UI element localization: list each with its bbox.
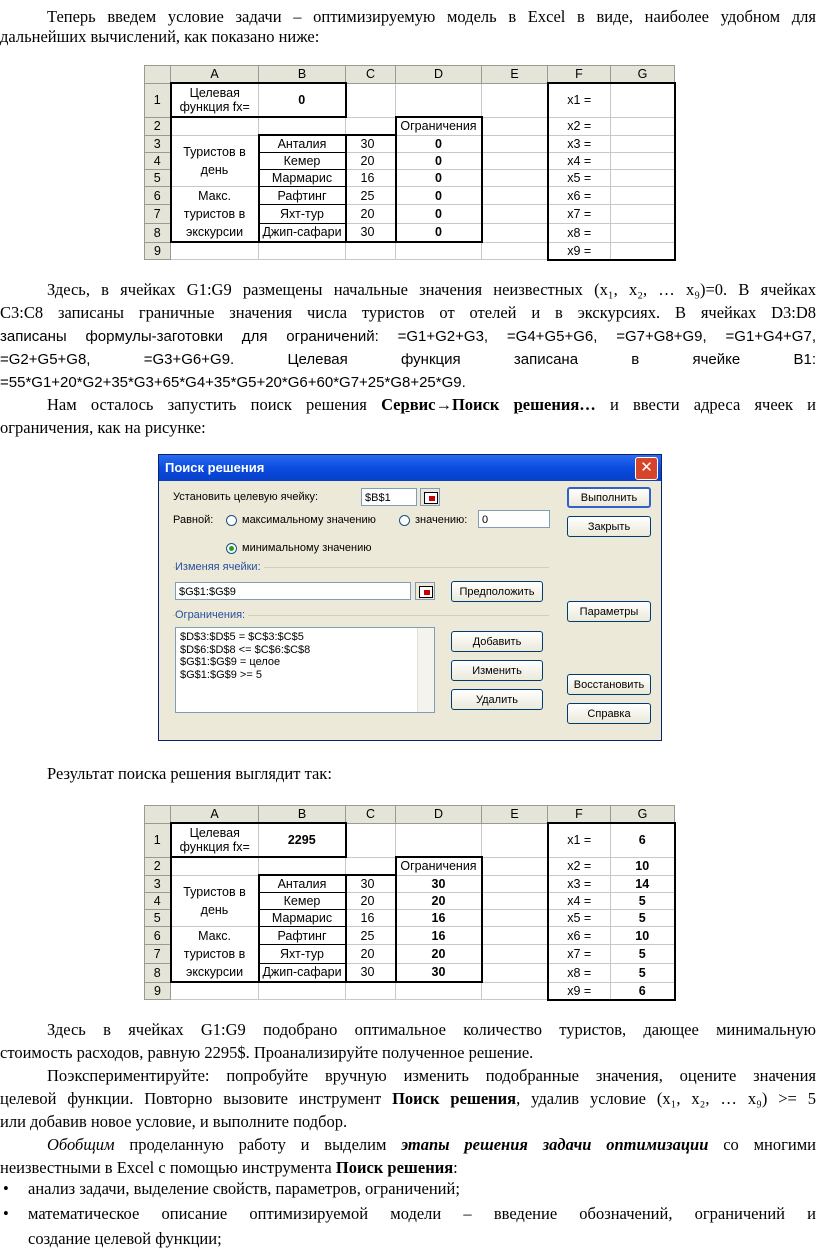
cell-b[interactable]: Анталия [259,875,346,893]
cell[interactable] [482,117,548,135]
cell-f[interactable]: x1 = [548,83,611,117]
cell[interactable] [482,945,548,963]
text-run: , удалив условие (x₁, x₂, … x₉) >= 5 [516,1089,816,1108]
cell-d[interactable]: 0 [396,187,482,205]
cell-d[interactable]: 20 [396,893,482,910]
cell-g[interactable] [611,205,675,223]
radio-min-label: минимальному значению [242,542,372,554]
cell[interactable] [171,242,259,260]
restore-button[interactable]: Восстановить [567,674,651,695]
row-header[interactable]: 4 [145,153,171,170]
row-header[interactable]: 9 [145,982,171,1000]
column-header[interactable]: A [171,806,259,824]
constraints-label: Ограничения: [175,609,248,621]
text-run: и ввести адреса ячеек и [595,395,816,414]
cell-d[interactable]: 0 [396,153,482,170]
cell[interactable] [482,910,548,927]
cell-g[interactable] [611,153,675,170]
close-button[interactable]: Закрыть [567,516,651,537]
cell-d[interactable]: 30 [396,963,482,982]
cell-g[interactable]: 5 [611,910,675,927]
cell[interactable] [482,187,548,205]
cell-f[interactable]: x5 = [548,170,611,187]
column-header[interactable]: F [548,806,611,824]
column-header[interactable]: C [346,66,396,84]
radio-max[interactable] [226,515,237,526]
cell[interactable] [482,982,548,1000]
cell-g[interactable] [611,83,675,117]
cell-a1[interactable]: Целевая функция fx= [171,823,259,857]
cell[interactable] [346,242,396,260]
row-header[interactable]: 6 [145,187,171,205]
cell-g[interactable] [611,223,675,242]
cell-g[interactable] [611,117,675,135]
cell-g[interactable]: 14 [611,875,675,893]
cell-d[interactable]: 30 [396,875,482,893]
spreadsheet-initial [144,65,676,261]
column-header[interactable]: G [611,806,675,824]
list-item-continuation: создание целевой функции; [28,1229,222,1248]
cell-f[interactable]: x2 = [548,117,611,135]
cell-a6[interactable]: Макс. туристов в экскурсии [171,927,259,983]
tool-name: Поиск решения [392,1089,517,1108]
column-header[interactable]: G [611,66,675,84]
cell-b[interactable]: Мармарис [259,170,346,187]
cell-f[interactable]: x1 = [548,823,611,857]
cell[interactable] [171,857,259,875]
cell-c[interactable]: 30 [346,135,396,153]
row-header[interactable]: 8 [145,963,171,982]
cell-f[interactable]: x7 = [548,205,611,223]
paragraph-summary-line1 [0,1132,816,1157]
cell-c[interactable]: 20 [346,945,396,963]
cell-c[interactable]: 25 [346,187,396,205]
cell-g[interactable]: 5 [611,945,675,963]
spreadsheet-result [144,805,676,1001]
radio-value[interactable] [399,515,410,526]
row-header[interactable]: 8 [145,223,171,242]
row-header[interactable]: 2 [145,117,171,135]
row-header[interactable]: 4 [145,893,171,910]
cell-picker-icon[interactable] [415,582,435,600]
cell-c[interactable]: 30 [346,223,396,242]
cell[interactable] [259,982,346,1000]
cell-d[interactable]: 16 [396,910,482,927]
row-header[interactable]: 7 [145,945,171,963]
paragraph-experiment-line1: Поэкспериментируйте: попробуйте вручную изменить подобранные значения, оцените значения [47,1066,816,1085]
paragraph-analysis-line1: Здесь в ячейках G1:G9 подобрано оптимальное количество туристов, дающее минимальную [47,1020,816,1039]
constraints-list[interactable] [175,627,435,713]
paragraph-solver-line1 [0,392,816,417]
equal-label: Равной: [173,514,214,526]
cell-a6[interactable]: Макс. туристов в экскурсии [171,187,259,243]
cell-f[interactable]: x8 = [548,963,611,982]
steps-list [0,1176,816,1251]
column-header[interactable]: A [171,66,259,84]
cell-d[interactable]: 0 [396,170,482,187]
cell[interactable] [171,982,259,1000]
cell[interactable] [482,205,548,223]
paragraph-cells-line2: C3:C8 записаны граничные значения числа туристов от отелей и в экскурсиях. В ячейках D3:D8 [0,303,816,322]
cell[interactable] [396,982,482,1000]
cell[interactable] [396,823,482,857]
arrow-right-icon: → [435,395,452,414]
cell-d[interactable]: 0 [396,223,482,242]
row-header[interactable]: 6 [145,927,171,945]
column-header[interactable]: C [346,806,396,824]
cell-c[interactable]: 25 [346,927,396,945]
cell-d2[interactable]: Ограничения [396,857,482,875]
text-run: Обобщим [47,1135,115,1154]
row-header[interactable]: 1 [145,83,171,117]
cell-b[interactable]: Джип-сафари [259,963,346,982]
menu-path: Сервис→Поиск решения… [381,395,596,414]
cell-b[interactable]: Яхт-тур [259,205,346,223]
cell[interactable] [482,857,548,875]
target-cell-input[interactable]: $B$1 [361,488,417,506]
cell-a1[interactable]: Целевая функция fx= [171,83,259,117]
cell-f[interactable]: x6 = [548,927,611,945]
corner-cell[interactable] [145,66,171,84]
column-header[interactable]: F [548,66,611,84]
cell[interactable] [482,223,548,242]
constraint-item[interactable]: $D$6:$D$8 <= $C$6:$C$8 [180,643,311,656]
cell-d[interactable]: 0 [396,205,482,223]
cell[interactable] [171,117,259,135]
cell-b[interactable]: Анталия [259,135,346,153]
cell-f[interactable]: x6 = [548,187,611,205]
target-cell-label: Установить целевую ячейку: [173,491,319,503]
cell[interactable] [259,242,346,260]
change-button[interactable]: Изменить [451,660,543,681]
constraint-item[interactable]: $D$3:$D$5 = $C$3:$C$5 [180,631,304,643]
cell-b1[interactable]: 2295 [259,823,346,857]
cell-g[interactable] [611,242,675,260]
cell[interactable] [259,857,346,875]
cell-b[interactable]: Яхт-тур [259,945,346,963]
cell-d[interactable]: 20 [396,945,482,963]
cell-g[interactable]: 5 [611,893,675,910]
parameters-button[interactable]: Параметры [567,601,651,622]
cell-c[interactable]: 20 [346,205,396,223]
cell-b[interactable]: Кемер [259,893,346,910]
cell-g[interactable]: 6 [611,823,675,857]
column-header[interactable]: E [482,66,548,84]
close-icon[interactable]: ✕ [635,457,658,480]
row-header[interactable]: 9 [145,242,171,260]
paragraph-analysis-line2: стоимость расходов, равную 2295$. Проанализируйте полученное решение. [0,1043,534,1062]
paragraph-intro-line2: дальнейших вычислений, как показано ниже: [0,27,320,46]
cell-d[interactable]: 16 [396,927,482,945]
text-run: проделанную работу и выделим [114,1135,402,1154]
cell[interactable] [482,153,548,170]
cell-f[interactable]: x4 = [548,893,611,910]
cell-picker-icon[interactable] [420,488,440,506]
solver-dialog [158,454,662,741]
cell-f[interactable]: x8 = [548,223,611,242]
cell-b[interactable]: Кемер [259,153,346,170]
cell-c[interactable]: 16 [346,170,396,187]
paragraph-solver-line2: ограничения, как на рисунке: [0,418,206,437]
column-header[interactable]: D [396,806,482,824]
text-run: Нам осталось запустить поиск решения [47,395,382,414]
radio-value-label: значению: [415,514,468,526]
cell[interactable] [396,83,482,117]
cell[interactable] [482,963,548,982]
paragraph-intro-line1: Теперь введем условие задачи – оптимизируемую модель в Excel в виде, наиболее удобном для [47,7,816,26]
column-header[interactable]: D [396,66,482,84]
cell[interactable] [482,83,548,117]
cell-f[interactable]: x3 = [548,135,611,153]
cell[interactable] [482,823,548,857]
run-button[interactable]: Выполнить [567,487,651,508]
cell[interactable] [396,242,482,260]
cell-f[interactable]: x9 = [548,242,611,260]
cell-g[interactable]: 6 [611,982,675,1000]
column-header[interactable]: B [259,66,346,84]
cell[interactable] [482,242,548,260]
formulas-text: записаны формулы-заготовки для ограничений: =G1+G2+G3, =G4+G5+G6, =G7+G8+G9, =G1+G4+G7, [0,328,816,345]
cell-g[interactable]: 5 [611,963,675,982]
cell-f[interactable]: x2 = [548,857,611,875]
list-item: • анализ задачи, выделение свойств, параметров, ограничений; [0,1176,816,1201]
cell[interactable] [346,982,396,1000]
cell-b[interactable]: Мармарис [259,910,346,927]
formulas-objective-text: =G2+G5+G8, =G3+G6+G9. Целевая функция записана в ячейке B1: [0,351,816,368]
cell[interactable] [482,170,548,187]
value-input[interactable]: 0 [478,510,550,528]
row-header[interactable]: 1 [145,823,171,857]
cell-c[interactable]: 20 [346,893,396,910]
cell-d2[interactable]: Ограничения [396,117,482,135]
cell-b[interactable]: Рафтинг [259,187,346,205]
cell[interactable] [482,893,548,910]
dialog-titlebar [159,455,661,481]
dialog-title: Поиск решения [165,460,265,475]
tool-name: Поиск решения [335,1158,454,1177]
row-header[interactable]: 3 [145,875,171,893]
cell[interactable] [482,875,548,893]
objective-formula: =55*G1+20*G2+35*G3+65*G4+35*G5+20*G6+60*G7+25*G8+25*G9. [0,374,466,391]
column-header[interactable]: E [482,806,548,824]
cell[interactable] [346,823,396,857]
cell[interactable] [259,117,346,135]
cell-c[interactable]: 30 [346,875,396,893]
cell-b[interactable]: Джип-сафари [259,223,346,242]
cell-f[interactable]: x3 = [548,875,611,893]
cell-c[interactable]: 16 [346,910,396,927]
paragraph-experiment-line2 [0,1086,816,1111]
text-run: неизвестными в Excel с помощью инструмента [0,1158,336,1177]
column-header[interactable]: B [259,806,346,824]
help-button[interactable]: Справка [567,703,651,724]
cell[interactable] [482,135,548,153]
cell-f[interactable]: x9 = [548,982,611,1000]
changing-cells-label: Изменяя ячейки: [175,561,264,573]
paragraph-result: Результат поиска решения выглядит так: [47,764,332,783]
cell-f[interactable]: x5 = [548,910,611,927]
row-header[interactable]: 3 [145,135,171,153]
text-run: со многими [708,1135,816,1154]
row-header[interactable]: 2 [145,857,171,875]
row-header[interactable]: 7 [145,205,171,223]
text-run: целевой функции. Повторно вызовите инструмент [0,1089,393,1108]
cell-f[interactable]: x7 = [548,945,611,963]
delete-button[interactable]: Удалить [451,689,543,710]
cell-c[interactable]: 30 [346,963,396,982]
highlight-text: этапы решения задачи оптимизации [401,1135,709,1154]
cell-c[interactable]: 20 [346,153,396,170]
cell-d[interactable]: 0 [396,135,482,153]
radio-min[interactable] [226,543,237,554]
cell-g[interactable]: 10 [611,857,675,875]
constraint-item[interactable]: $G$1:$G$9 = целое [180,656,281,668]
cell-g[interactable] [611,187,675,205]
constraints-scrollbar[interactable] [417,628,434,712]
constraint-item[interactable]: $G$1:$G$9 >= 5 [180,668,262,681]
cell[interactable] [346,83,396,117]
cell-g[interactable]: 10 [611,927,675,945]
row-header[interactable]: 5 [145,910,171,927]
cell[interactable] [346,117,396,135]
row-header[interactable]: 5 [145,170,171,187]
paragraph-cells-line1: Здесь, в ячейках G1:G9 размещены начальные значения неизвестных (x₁, x₂, … x₉)=0. В ячейках [47,280,816,299]
text-run: : [453,1158,458,1177]
cell[interactable] [482,927,548,945]
cell-b1[interactable]: 0 [259,83,346,117]
list-item: • математическое описание оптимизируемой модели – введение обозначений, ограничений и [0,1201,816,1226]
cell-g[interactable] [611,135,675,153]
add-button[interactable]: Добавить [451,631,543,652]
cell-b[interactable]: Рафтинг [259,927,346,945]
guess-button[interactable]: Предположить [451,581,543,602]
cell-f[interactable]: x4 = [548,153,611,170]
paragraph-experiment-line3: или добавив новое условие, и выполните подбор. [0,1112,348,1131]
corner-cell[interactable] [145,806,171,824]
radio-max-label: максимальному значению [242,514,376,526]
cell[interactable] [346,857,396,875]
cell-g[interactable] [611,170,675,187]
cell-a3[interactable]: Туристов в день [171,135,259,187]
changing-cells-input[interactable]: $G$1:$G$9 [175,582,411,600]
cell-a3[interactable]: Туристов в день [171,875,259,927]
